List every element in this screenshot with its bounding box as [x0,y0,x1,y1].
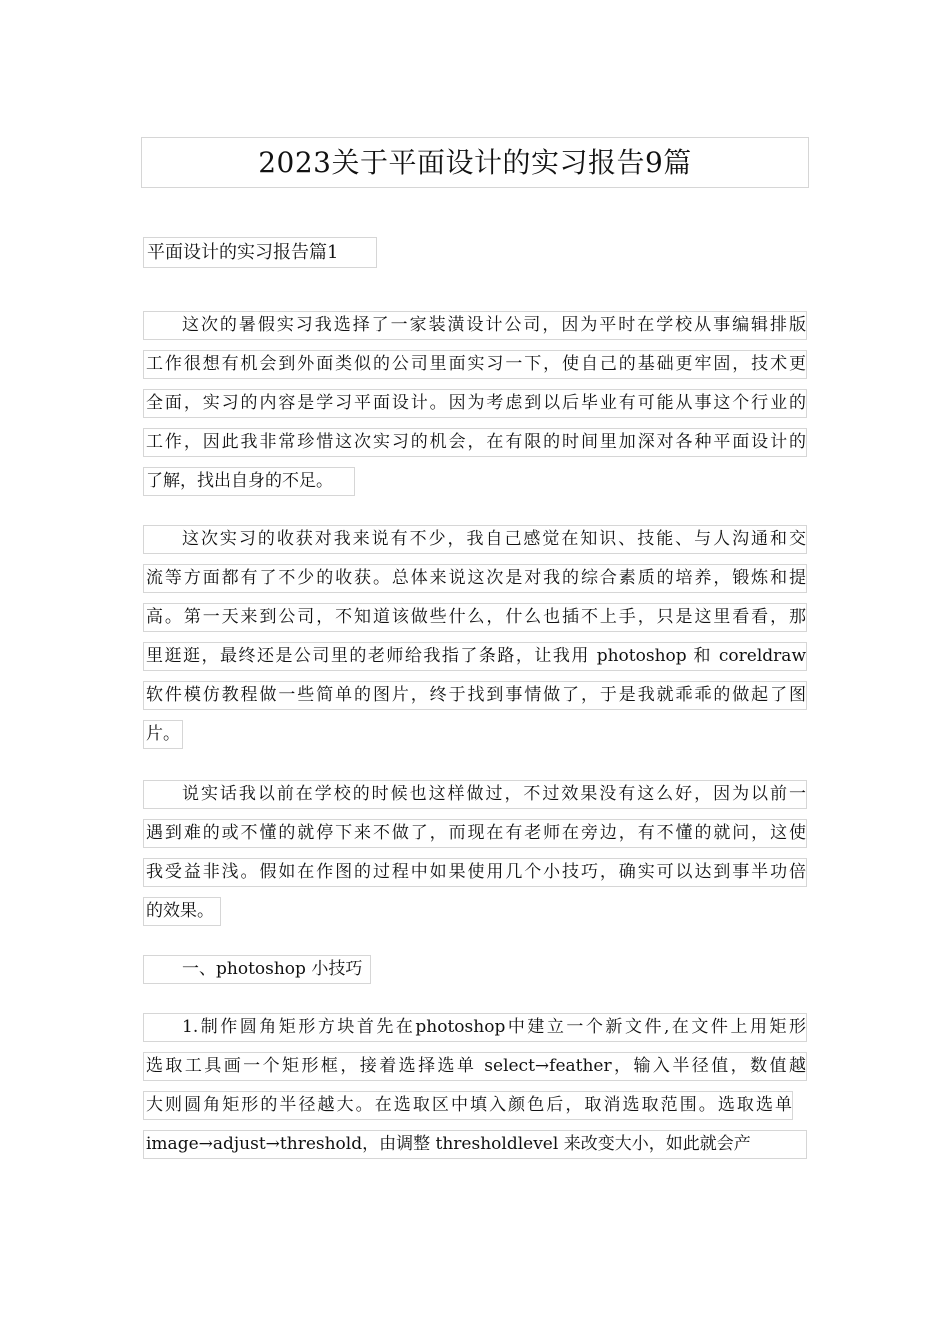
text-line: 全面，实习的内容是学习平面设计。因为考虑到以后毕业有可能从事这个行业的 [143,389,807,418]
section-heading: 平面设计的实习报告篇1 [143,237,377,268]
text-line: 我受益非浅。假如在作图的过程中如果使用几个小技巧，确实可以达到事半功倍 [143,858,807,887]
text-line: image→adjust→threshold，由调整 thresholdlevel 来改变大小，如此就会产 [143,1130,807,1159]
text-line: 遇到难的或不懂的就停下来不做了，而现在有老师在旁边，有不懂的就问，这使 [143,819,807,848]
text-line: 高。第一天来到公司，不知道该做些什么，什么也插不上手，只是这里看看，那 [143,603,807,632]
text-line: 里逛逛，最终还是公司里的老师给我指了条路，让我用 photoshop 和 coreldraw [143,642,807,671]
text-line: 大则圆角矩形的半径越大。在选取区中填入颜色后，取消选取范围。选取选单 [143,1091,793,1120]
text-line: 说实话我以前在学校的时候也这样做过，不过效果没有这么好，因为以前一 [143,780,807,809]
text-line: 这次实习的收获对我来说有不少，我自己感觉在知识、技能、与人沟通和交 [143,525,807,554]
text-line: 流等方面都有了不少的收获。总体来说这次是对我的综合素质的培养，锻炼和提 [143,564,807,593]
text-line: 工作，因此我非常珍惜这次实习的机会，在有限的时间里加深对各种平面设计的 [143,428,807,457]
text-line: 一、photoshop 小技巧 [143,955,371,984]
paragraph [143,780,807,936]
text-line: 工作很想有机会到外面类似的公司里面实习一下，使自己的基础更牢固，技术更 [143,350,807,379]
paragraph [143,525,807,759]
document-title: 2023关于平面设计的实习报告9篇 [141,137,809,188]
text-line: 软件模仿教程做一些简单的图片，终于找到事情做了，于是我就乖乖的做起了图 [143,681,807,710]
text-line: 选取工具画一个矩形框，接着选择选单 select→feather，输入半径值，数值越 [143,1052,807,1081]
paragraph [143,1013,807,1169]
paragraph [143,955,807,994]
text-line: 片。 [143,720,183,749]
text-line: 这次的暑假实习我选择了一家装潢设计公司，因为平时在学校从事编辑排版 [143,311,807,340]
text-line: 了解，找出自身的不足。 [143,467,355,496]
text-line: 1.制作圆角矩形方块首先在photoshop中建立一个新文件,在文件上用矩形 [143,1013,807,1042]
paragraph [143,311,807,506]
text-line: 的效果。 [143,897,221,926]
